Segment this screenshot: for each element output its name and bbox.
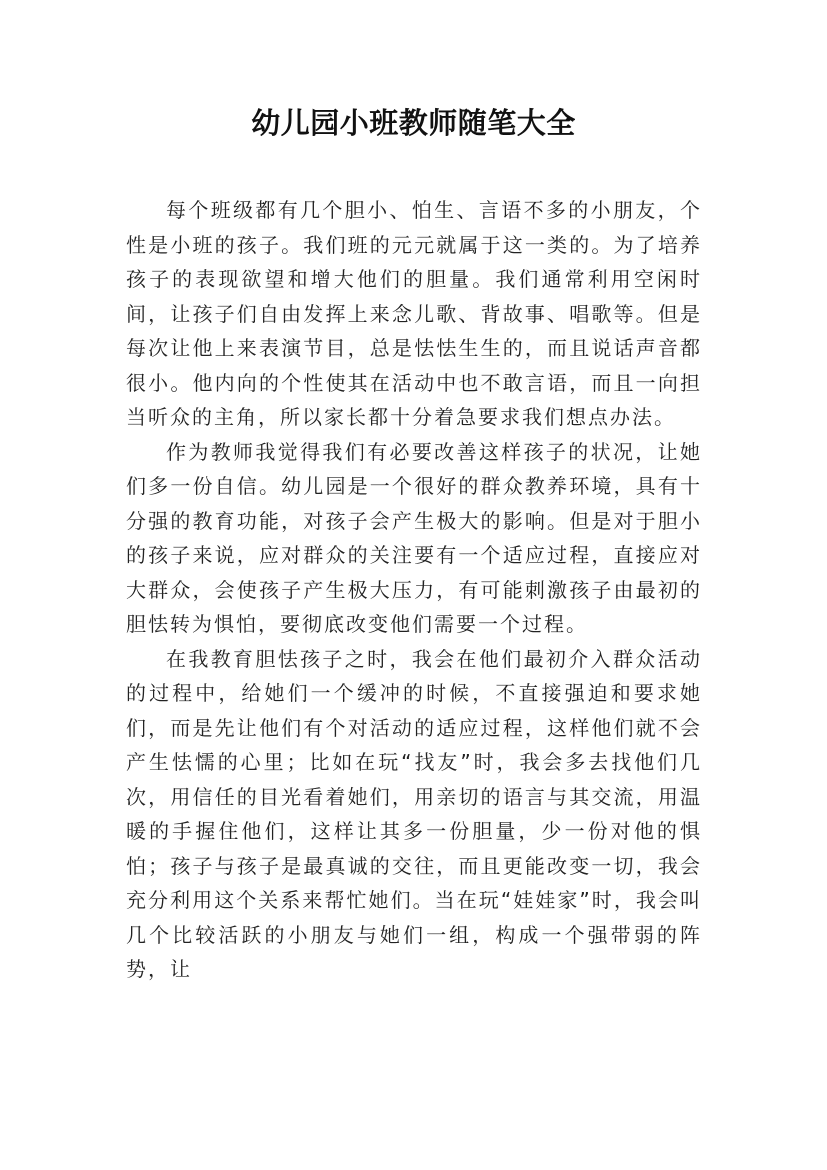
paragraph-2: 作为教师我觉得我们有必要改善这样孩子的状况，让她们多一份自信。幼儿园是一个很好的群众教养环境，具有十分强的教育功能，对孩子会产生极大的影响。但是对于胆小的孩子来说，应对群众的关注要有一个适应过程，直接应对大群众，会使孩子产生极大压力，有可能刺激孩子由最初的胆怯转为惧怕，要彻底改变他们需要一个过程。 [126, 439, 702, 636]
document-title: 幼儿园小班教师随笔大全 [251, 106, 576, 140]
document-body [126, 193, 702, 987]
paragraph-3: 在我教育胆怯孩子之时，我会在他们最初介入群众活动的过程中，给她们一个缓冲的时候，不直接强迫和要求她们，而是先让他们有个对活动的适应过程，这样他们就不会产生怯懦的心里；比如在玩“找友”时，我会多去找他们几次，用信任的目光看着她们，用亲切的语言与其交流，用温暖的手握住他们，这样让其多一份胆量，少一份对他的惧怕；孩子与孩子是最真诚的交往，而且更能改变一切，我会充分利用这个关系来帮忙她们。当在玩“娃娃家”时，我会叫几个比较活跃的小朋友与她们一组，构成一个强带弱的阵势，让 [126, 646, 702, 981]
paragraph-1: 每个班级都有几个胆小、怕生、言语不多的小朋友，个性是小班的孩子。我们班的元元就属于这一类的。为了培养孩子的表现欲望和增大他们的胆量。我们通常利用空闲时间，让孩子们自由发挥上来念儿歌、背故事、唱歌等。但是每次让他上来表演节目，总是怯怯生生的，而且说话声音都很小。他内向的个性使其在活动中也不敢言语，而且一向担当听众的主角，所以家长都十分着急要求我们想点办法。 [126, 198, 702, 429]
